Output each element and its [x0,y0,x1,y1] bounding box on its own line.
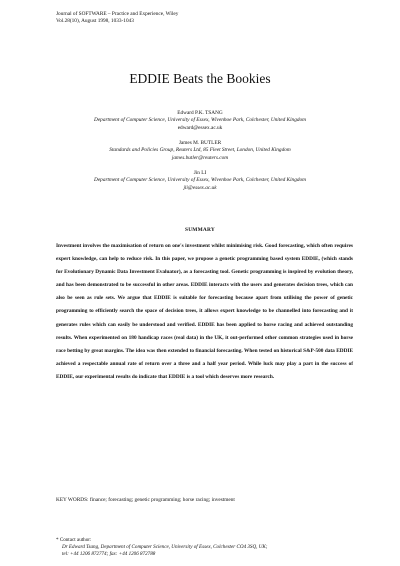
author-name: Edward P.K. TSANG [177,110,223,116]
journal-volume: Vol.28(10), August 1998, 1033-1043 [56,18,134,24]
contact-footnote [56,537,267,558]
paper-title: EDDIE Beats the Bookies [129,71,271,86]
author-email: james.butler@reuters.com [171,154,229,161]
contact-label: * Contact author: [56,537,92,543]
author-affiliation: Standards and Policies Group, Reuters Ltd, 85 Fleet Street, London, United Kingdom [109,147,291,154]
author-email: jli@essex.ac.uk [183,184,217,191]
contact-phone: tel: +44 1206 872774; fax: +44 1206 872788 [62,550,156,557]
author-affiliation: Department of Computer Science, University of Essex, Wivenhoe Park, Colchester, United Kingdom [94,177,306,184]
author-email: edward@essex.ac.uk [177,124,223,131]
author-3 [40,170,360,192]
journal-name: Journal of SOFTWARE – Practice and Experience, Wiley [56,11,179,17]
contact-address: Dr Edward Tsang, Department of Computer Science, University of Essex, Colchester CO4 3SQ, UK; [62,543,268,550]
author-2 [40,140,360,162]
author-name: James M. BUTLER [178,140,222,146]
keywords: KEY WORDS: finance; forecasting; genetic programming; horse racing; investment [56,497,235,503]
author-name: Jin LI [193,170,207,176]
author-affiliation: Department of Computer Science, University of Essex, Wivenhoe Park, Colchester, United Kingdom [94,117,306,124]
summary-heading: SUMMARY [185,227,215,233]
journal-header [56,11,178,25]
author-1 [40,110,360,132]
abstract-text: Investment involves the maximisation of return on one's investment whilst minimising risk. Good forecasting, which often requires expert knowledge, can help to reduce risk. In this paper, we propose a genetic programming based system EDDIE, (which stands for Evolutionary Dynamic Data Investment Evaluator), as a forecasting tool. Genetic programming is inspired by evolution theory, and has been demonstrated to be successful in other areas. EDDIE interacts with the users and generates decision trees, which can also be seen as rule sets. We argue that EDDIE is suitable for forecasting because apart from utilising the power of genetic programming to efficiently search the space of decision trees, it allows expert knowledge to be channelled into forecasting and it generates rules which can easily be understood and verified. EDDIE has been applied to horse racing and achieved outstanding results. When experimented on 180 handicap races (real data) in the UK, it out-performed other common strategies used in horse race betting by great margins. The idea was then extended to financial forecasting. When tested on historical S&P-500 data EDDIE achieved a respectable annual rate of return over a three and a half year period. While luck may play a part in the success of EDDIE, our experimental results do indicate that EDDIE is a tool which deserves more research. [56,243,353,380]
